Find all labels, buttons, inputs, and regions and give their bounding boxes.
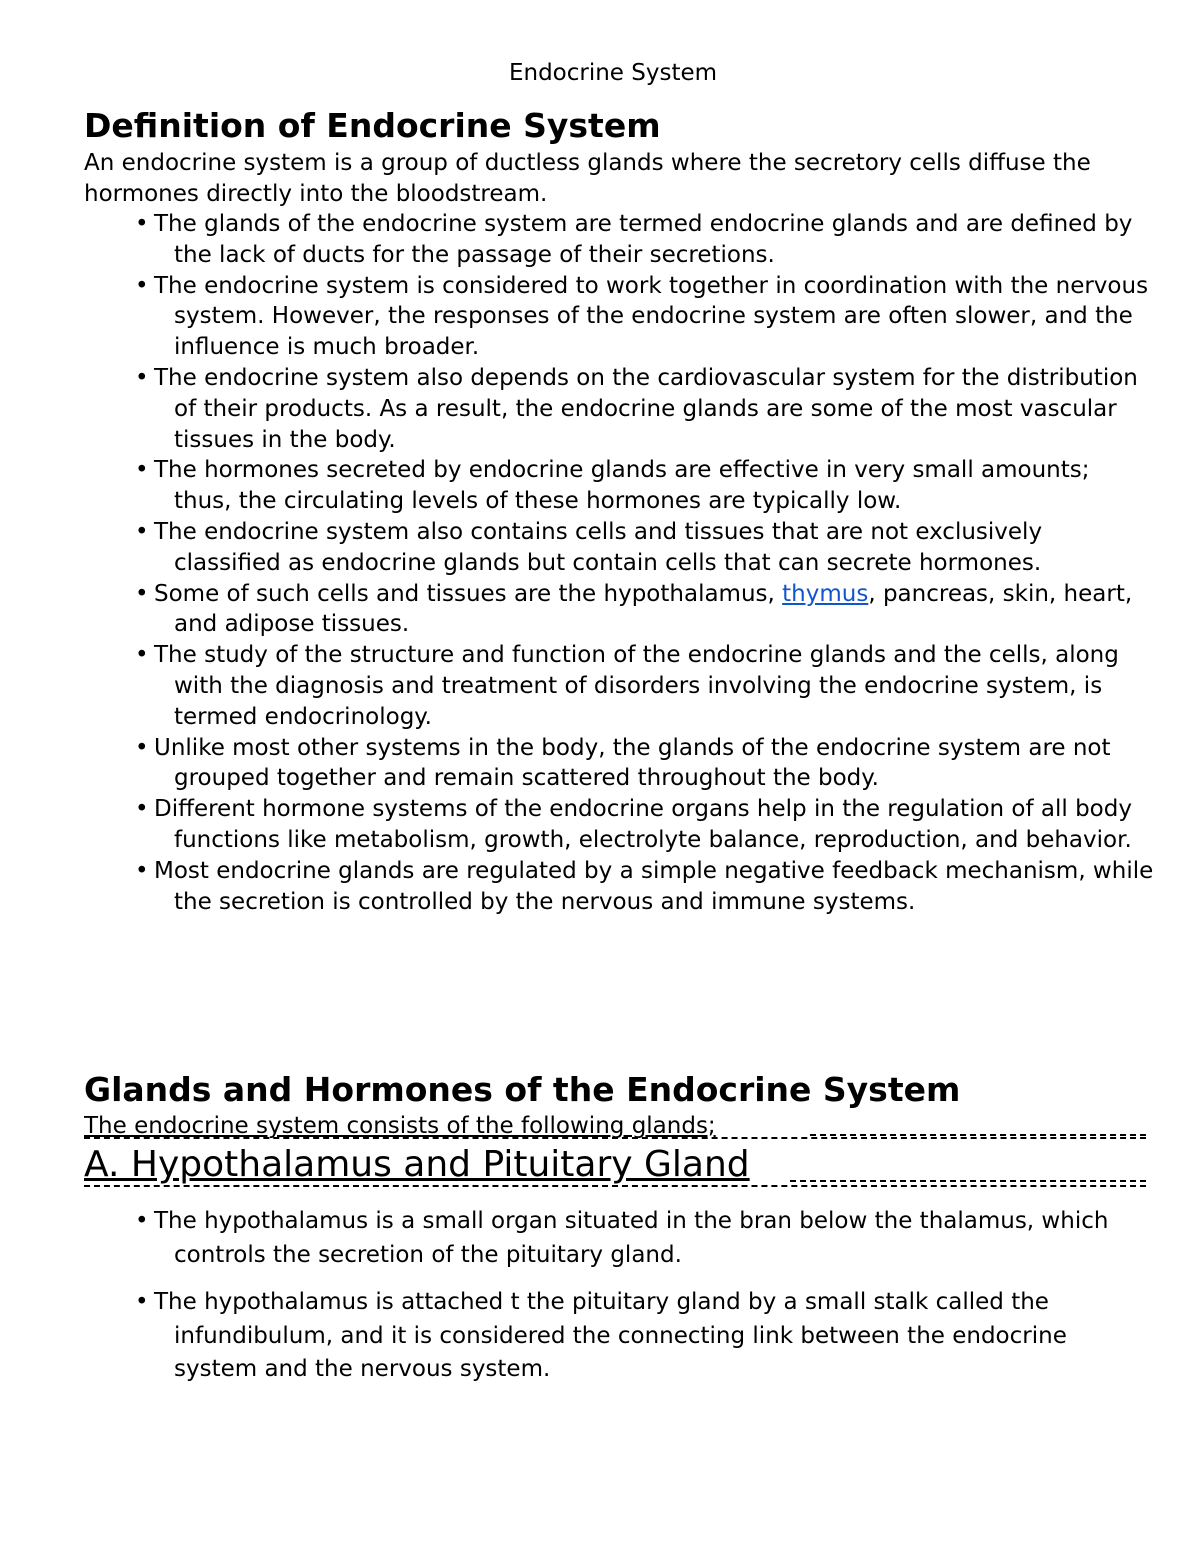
dashed-rule — [84, 1137, 1146, 1139]
bullet-icon: • — [135, 642, 149, 669]
list-item-text: The endocrine system also depends on the cardiovascular system for the distribution of their products. As a result, the endocrine glands are some of the most vascular tissues in the body. — [154, 364, 1138, 453]
section-heading-glands: Glands and Hormones of the Endocrine System — [84, 1070, 961, 1109]
list-item — [0, 1286, 1154, 1387]
list-item — [0, 363, 1154, 455]
hypothalamus-bullet-list — [0, 1205, 1154, 1401]
list-item — [0, 455, 1154, 517]
bullet-icon: • — [135, 1208, 149, 1234]
bullet-icon: • — [135, 211, 149, 237]
list-item-text: The endocrine system also contains cells and tissues that are not exclusively classified as endocrine glands but contain cells that can secrete hormones. — [154, 518, 1043, 576]
subheading-hypothalamus — [84, 1142, 1146, 1188]
list-item-text: The hypothalamus is attached t the pituitary gland by a small stalk called the infundibulum, and it is considered the connecting link between the endocrine system and the nervous system. — [154, 1289, 1067, 1382]
bullet-icon: • — [135, 272, 149, 299]
bullet-icon: • — [135, 580, 149, 607]
list-item — [0, 733, 1154, 795]
list-item — [0, 794, 1154, 856]
list-item-text-after-link: , pancreas, skin, heart, and adipose tissues. — [174, 580, 1133, 638]
bullet-icon: • — [135, 796, 149, 823]
list-item-text: Different hormone systems of the endocrine organs help in the regulation of all body functions like metabolism, growth, electrolyte balance, reproduction, and behavior. — [154, 796, 1132, 853]
section-heading-definition: Definition of Endocrine System — [84, 106, 661, 145]
bullet-icon: • — [135, 1289, 149, 1315]
list-item — [0, 209, 1154, 271]
list-item-text: The hormones secreted by endocrine glands are effective in very small amounts; thus, the circulating levels of these hormones are typically low. — [154, 457, 1090, 515]
list-item-text: The glands of the endocrine system are termed endocrine glands and are defined by the lack of ducts for the passage of their secretions. — [154, 211, 1133, 268]
list-item-text: Unlike most other systems in the body, the glands of the endocrine system are not grouped together and remain scattered throughout the body. — [154, 734, 1111, 792]
list-item-text: The hypothalamus is a small organ situated in the bran below the thalamus, which controls the secretion of the pituitary gland. — [154, 1208, 1109, 1268]
thymus-link[interactable]: thymus — [782, 580, 869, 607]
bullet-icon: • — [135, 734, 149, 761]
intro-paragraph: An endocrine system is a group of ductless glands where the secretory cells diffuse the hormones directly into the bloodstream. — [84, 150, 1091, 207]
document-header-title: Endocrine System — [508, 60, 718, 86]
bullet-icon: • — [135, 457, 149, 484]
dashed-rule — [790, 1180, 1146, 1182]
list-item-text: The endocrine system is considered to work together in coordination with the nervous system. However, the responses of the endocrine system are often slower, and the influence is much broader. — [154, 272, 1149, 361]
glands-intro-text: The endocrine system consists of the following glands; — [84, 1113, 716, 1139]
definition-bullet-list — [0, 209, 1154, 917]
bullet-icon: • — [135, 857, 149, 884]
bullet-icon: • — [135, 518, 149, 545]
list-item-text: Most endocrine glands are regulated by a simple negative feedback mechanism, while the secretion is controlled by the nervous and immune systems. — [154, 857, 1154, 915]
subheading-text: A. Hypothalamus and Pituitary Gland — [84, 1144, 750, 1185]
glands-intro-line — [84, 1112, 1146, 1140]
list-item — [0, 856, 1154, 918]
list-item — [0, 579, 1154, 641]
list-item — [0, 640, 1154, 732]
list-item — [0, 271, 1154, 363]
dashed-rule — [810, 1134, 1146, 1136]
list-item — [0, 1205, 1154, 1272]
bullet-icon: • — [135, 364, 149, 391]
list-item — [0, 517, 1154, 579]
list-item-text: The study of the structure and function of the endocrine glands and the cells, along with the diagnosis and treatment of disorders involving the endocrine system, is termed endocrinology. — [154, 642, 1119, 730]
dashed-rule — [84, 1185, 1146, 1187]
list-item-text — [154, 579, 1154, 641]
list-item-text-before-link: Some of such cells and tissues are the hypothalamus, — [154, 580, 783, 607]
